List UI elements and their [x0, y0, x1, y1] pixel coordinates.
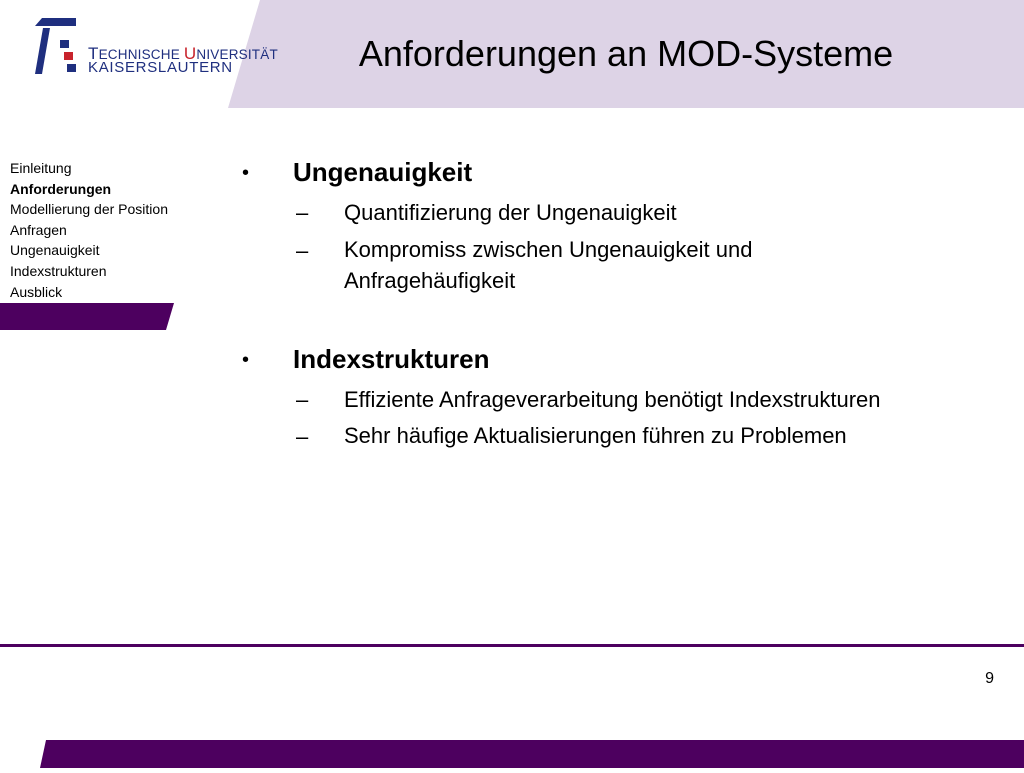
list-item: Quantifizierung der Ungenauigkeit [344, 200, 677, 225]
logo-rest-1: ECHNISCHE [98, 47, 180, 62]
heading-ungenauigkeit: Ungenauigkeit [293, 157, 473, 187]
list-item-line1: Kompromiss zwischen Ungenauigkeit und [344, 237, 753, 262]
logo-rest-2: NIVERSITÄT [196, 47, 278, 62]
dash-1: – [296, 200, 309, 225]
footer-bar [0, 740, 1024, 768]
list-item-line2: Anfragehäufigkeit [344, 268, 516, 293]
nav-item-anforderungen[interactable]: Anforderungen [10, 180, 112, 197]
section-nav [10, 158, 168, 302]
dash-2: – [296, 238, 309, 263]
dash-4: – [296, 424, 309, 449]
nav-item-modellierung[interactable]: Modellierung der Position [10, 201, 168, 218]
logo-cap-u: U [183, 44, 197, 63]
university-name-line2: KAISERSLAUTERN [88, 59, 233, 76]
bullet-1: • [242, 162, 250, 184]
page-number: 9 [985, 670, 994, 687]
nav-item-ungenauigkeit[interactable]: Ungenauigkeit [10, 242, 100, 259]
slide-title: Anforderungen an MOD-Systeme [358, 33, 894, 74]
tu-logo-icon [34, 18, 78, 74]
nav-item-anfragen[interactable]: Anfragen [10, 221, 67, 238]
nav-accent-bar [0, 303, 174, 330]
heading-indexstrukturen: Indexstrukturen [293, 344, 490, 374]
list-item: Sehr häufige Aktualisierungen führen zu Problemen [344, 423, 847, 448]
nav-item-ausblick[interactable]: Ausblick [10, 283, 63, 300]
bullet-2: • [242, 349, 250, 371]
logo-cap-t: T [88, 44, 99, 63]
list-item: Effiziente Anfrageverarbeitung benötigt Indexstrukturen [344, 387, 881, 412]
dash-3: – [296, 387, 309, 412]
university-logo [34, 18, 278, 82]
nav-item-indexstrukturen[interactable]: Indexstrukturen [10, 262, 107, 279]
nav-item-einleitung[interactable]: Einleitung [10, 160, 72, 176]
footer-divider [0, 644, 1024, 647]
